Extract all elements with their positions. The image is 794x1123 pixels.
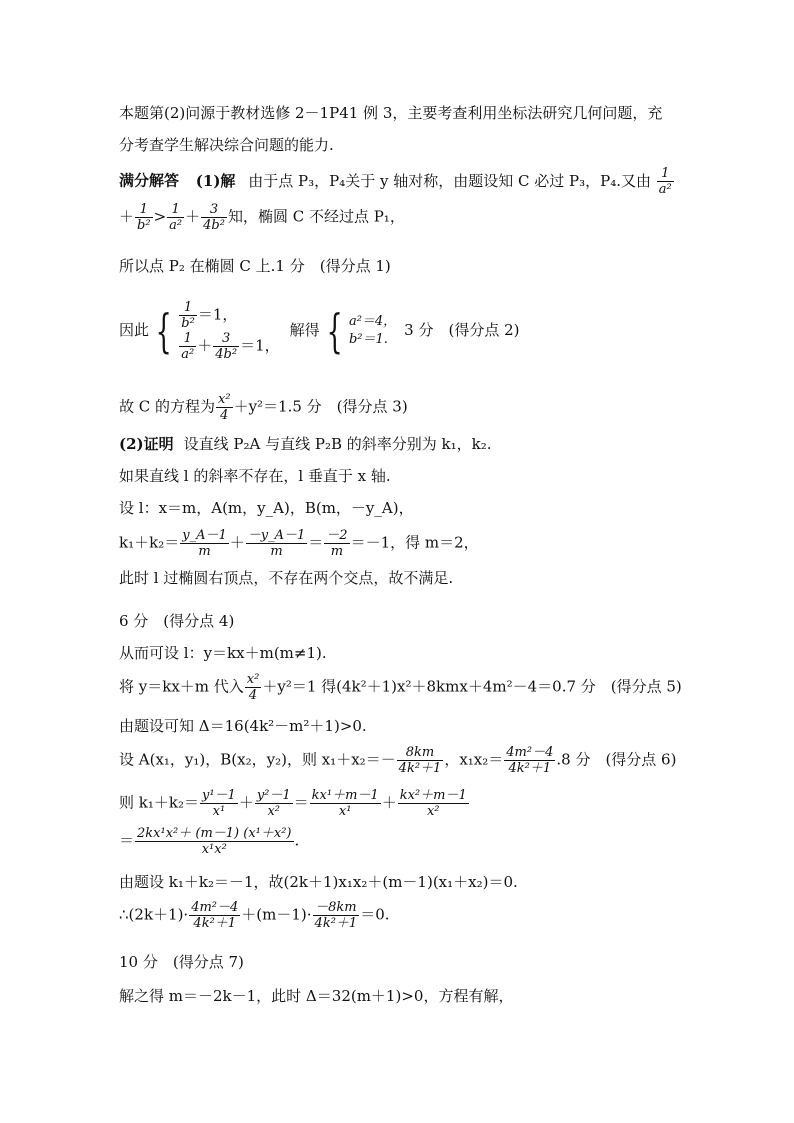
equation-system (119, 300, 520, 362)
score-4: 6 分 (得分点 4) (119, 612, 235, 630)
fraction-1-over-a2: $\frac{1}{\text{a²}}$ (658, 166, 672, 197)
final-line: 解之得 m＝－2k－1，此时 Δ＝32(m＋1)>0，方程有解， (119, 987, 514, 1005)
part1-line-2: ＋ $\frac{1}{\text{b²}}$ > $\frac{1}{\text{a²}}$ ＋ $\frac{3}{\text{4b²}}$ 知，椭圆 C 不经过点 P₁， (119, 202, 405, 233)
system-solution: a²＝4， b²＝1. (348, 314, 397, 347)
fraction-1-over-b2: $\frac{1}{\text{b²}}$ (137, 202, 151, 233)
discriminant-line: 由题设可知 Δ＝16(4k²－m²＋1)>0. (119, 717, 367, 735)
slope-sum-line: k₁＋k₂＝ $\frac{y\_A-1}{m}$ ＋ $\frac{-y\_A-1}{m}$ ＝ $\frac{-2}{m}$ ＝－1，得 m＝2， (119, 528, 479, 559)
part2-label: (2)证明 (119, 435, 174, 453)
part2-line-5: 此时 l 过椭圆右顶点，不存在两个交点，故不满足. (119, 569, 454, 587)
part1-line-1 (119, 166, 675, 197)
condition-line: 由题设 k₁＋k₂＝－1，故(2k＋1)x₁x₂＋(m－1)(x₁＋x₂)＝0. (119, 873, 518, 891)
ellipse-equation: 故 C 的方程为 $\frac{\text{x²}}{4}$ ＋y²＝1.5 分 (得分点 3) (119, 392, 408, 423)
fraction-1-over-a2-b: $\frac{1}{\text{a²}}$ (169, 202, 183, 233)
part1-line-3: 所以点 P₂ 在椭圆 C 上.1 分 (得分点 1) (119, 257, 391, 275)
part2-line-3: 设 l：x＝m，A(m，y_A)，B(m，－y_A)， (119, 499, 414, 517)
vieta-line: 设 A(x₁，y₁)，B(x₂，y₂)，则 x₁＋x₂＝－ $\frac{8km}{\text{4k²＋1}}$ ，x₁x₂＝ $\frac{\text{4m²－4}}{\text{4k²＋1}}$ .8 分 (得分点 6) (119, 745, 677, 776)
part1-text: 由于点 P₃，P₄关于 y 轴对称，由题设知 C 必过 P₃，P₄.又由 (248, 171, 651, 190)
part1-label: (1)解 (195, 171, 236, 190)
solution-heading: 满分解答 (119, 171, 180, 190)
substitution-line: 将 y＝kx＋m 代入 $\frac{\text{x²}}{4}$ ＋y²＝1 得(4k²＋1)x²＋8kmx＋4m²－4＝0.7 分 (得分点 5) (119, 672, 682, 703)
part2-line-7: 从而可设 l：y＝kx＋m(m≠1). (119, 644, 327, 662)
slope-expression-line: 则 k₁＋k₂＝ $\frac{\text{y¹－1}}{\text{x¹}}$ ＋ $\frac{\text{y²－1}}{\text{x²}}$ ＝ $\frac{\text{kx¹＋m－1}}{\text{x¹}}$ ＋ $\frac{\text{kx²＋m－1}}{\text{x²}}$ (119, 788, 467, 819)
score-2: 3 分 (得分点 2) (404, 321, 520, 339)
intro-line-2: 分考查学生解决综合问题的能力. (119, 136, 334, 154)
solve-label: 解得 (289, 321, 320, 339)
part2-line-2: 如果直线 l 的斜率不存在，l 垂直于 x 轴. (119, 467, 391, 485)
combined-fraction-line: ＝ $\frac{\text{2kx¹x²＋ (m－1) (x¹＋x²)}}{\text{x¹x²}}$ . (119, 826, 300, 857)
therefore-line: ∴(2k＋1)· $\frac{\text{4m²－4}}{\text{4k²＋1}}$ ＋(m－1)· $\frac{-8km}{\text{4k²＋1}}$ ＝0. (119, 900, 390, 931)
part2-line-1: (2)证明 设直线 P₂A 与直线 P₂B 的斜率分别为 k₁，k₂. (119, 435, 492, 453)
system-equations: $\frac{1}{\text{b²}}$ ＝1， $\frac{1}{\text{a²}}$ ＋ $\frac{3}{\text{4b²}}$ ＝1， (181, 300, 280, 362)
part1-line-2-tail: 知，椭圆 C 不经过点 P₁， (227, 207, 405, 226)
system-prefix: 因此 (119, 321, 150, 339)
left-brace-2: { (326, 304, 343, 358)
intro-line-1: 本题第(2)问源于教材选修 2－1P41 例 3，主要考查利用坐标法研究几何问题，充 (119, 104, 663, 122)
score-7: 10 分 (得分点 7) (119, 953, 244, 971)
left-brace: { (155, 304, 172, 358)
fraction-3-over-4b2: $\frac{3}{\text{4b²}}$ (203, 202, 225, 233)
